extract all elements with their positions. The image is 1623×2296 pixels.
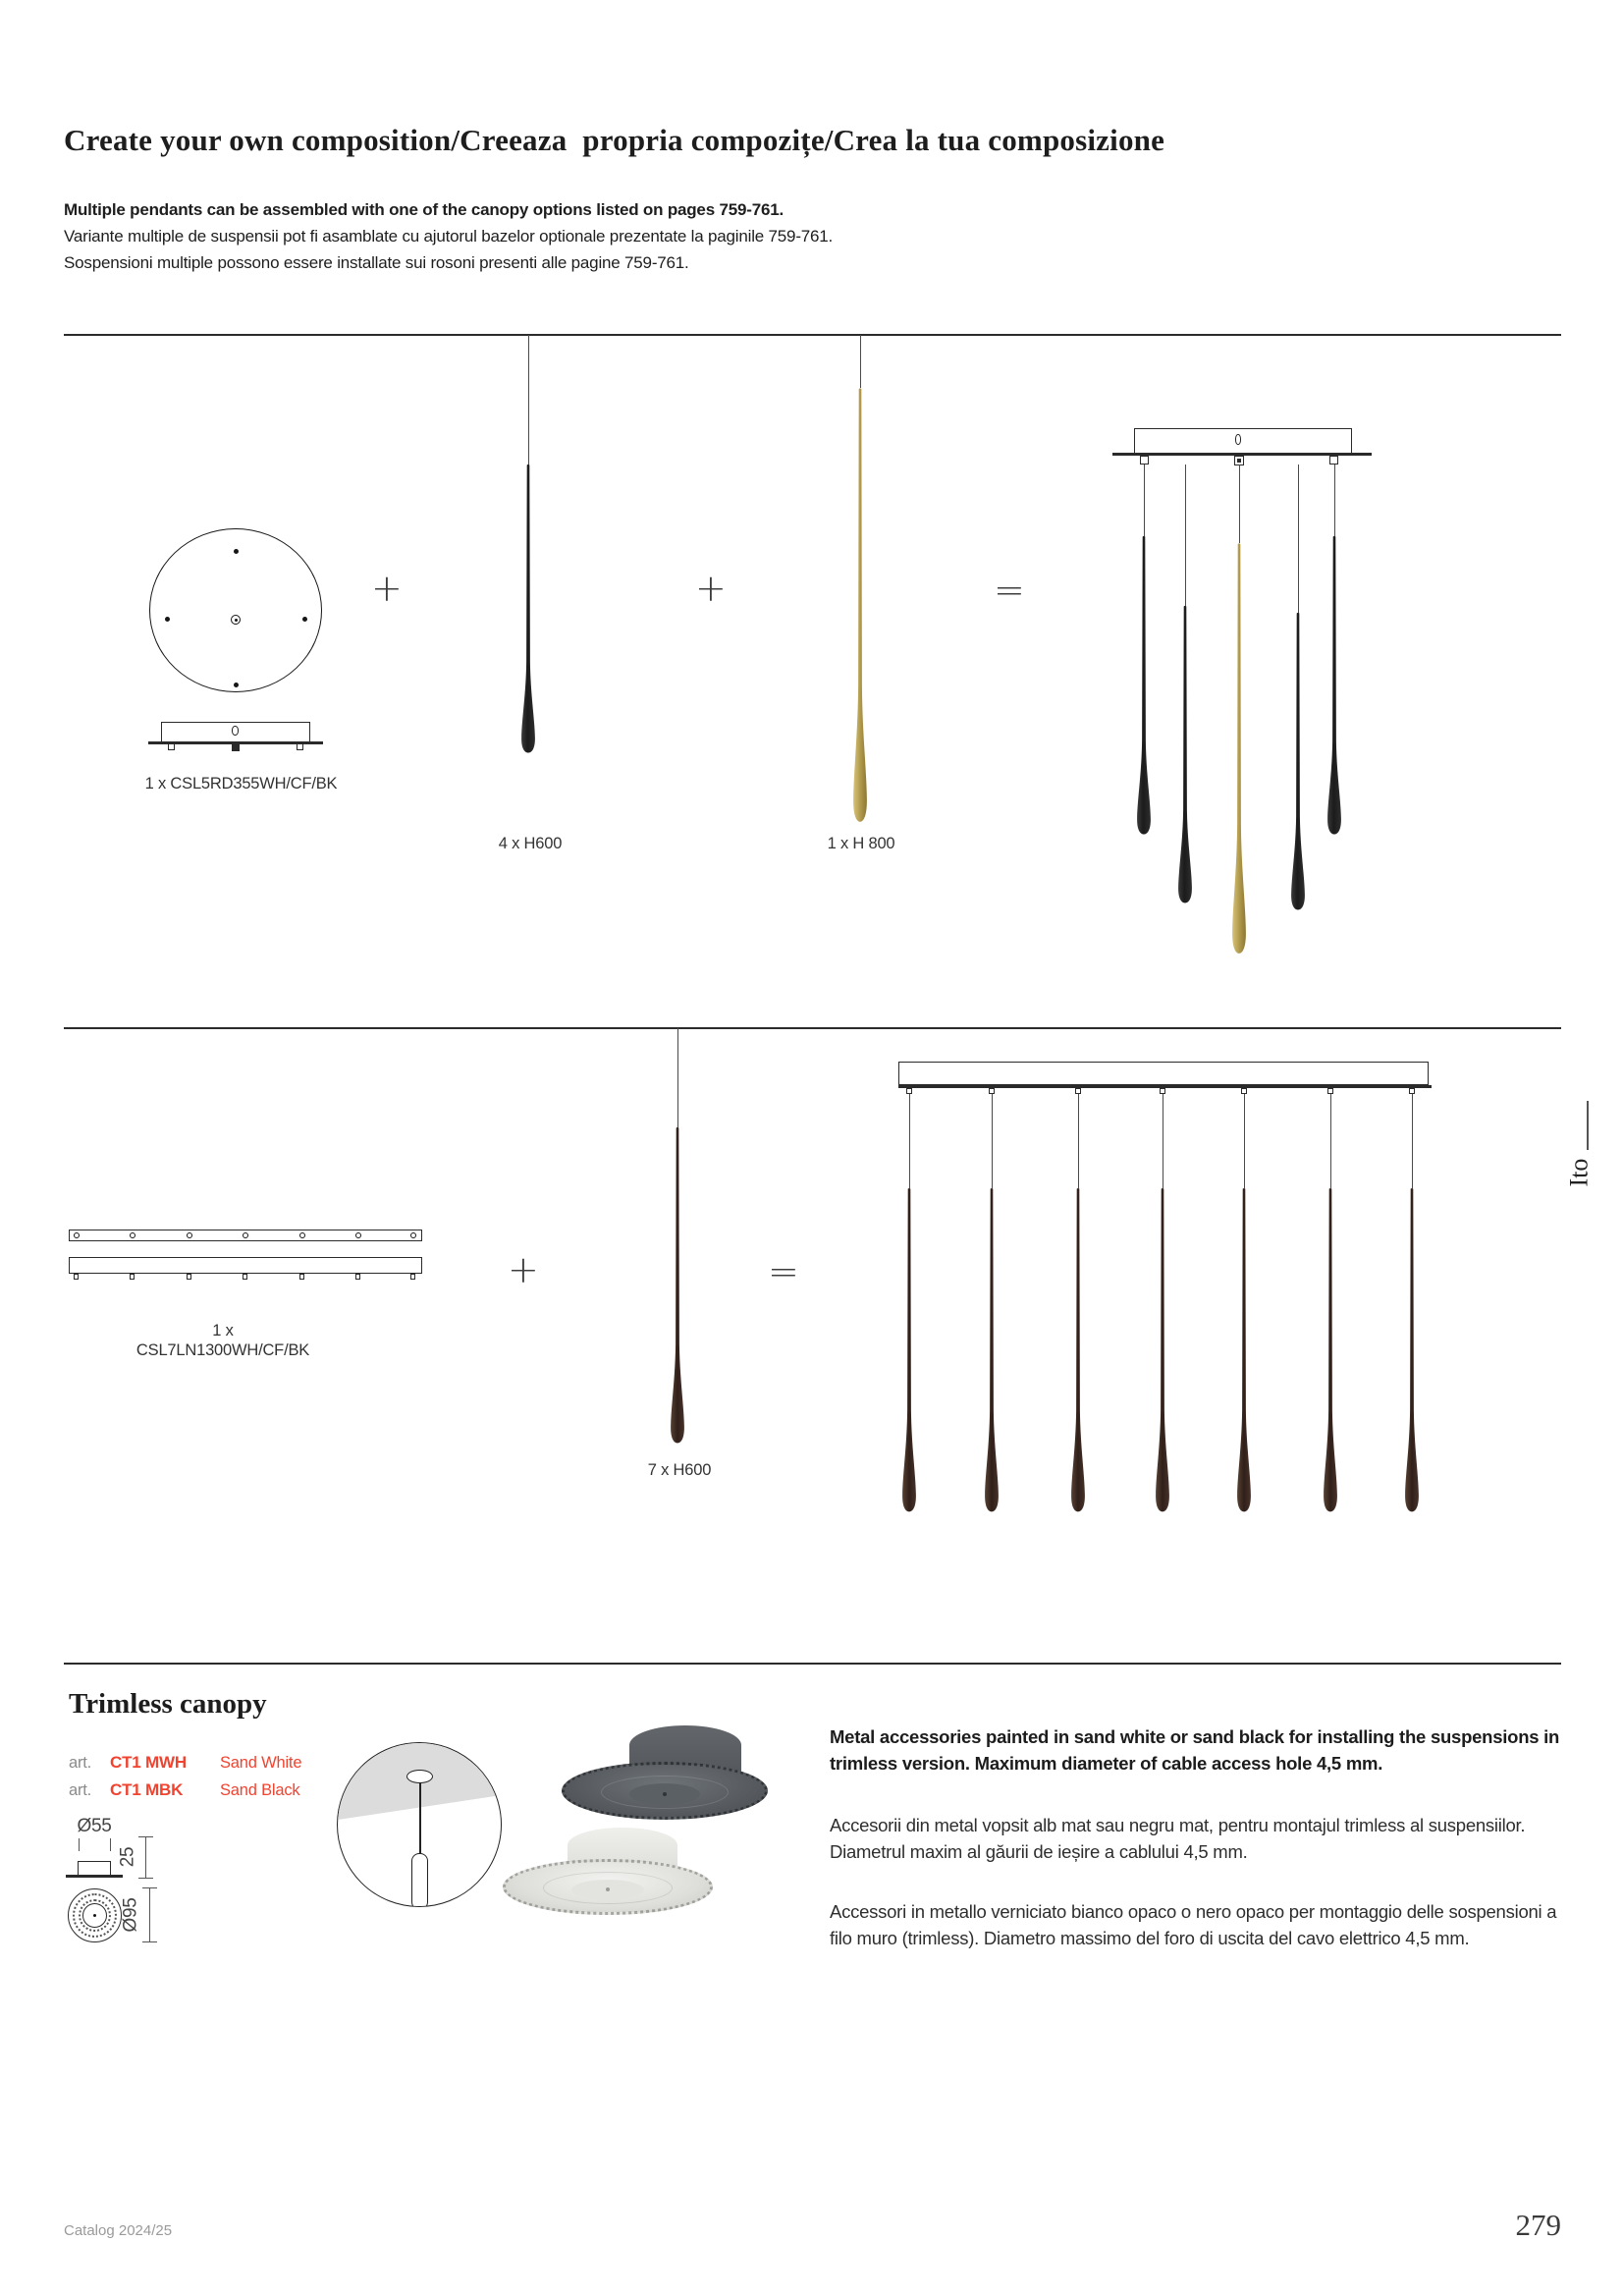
pendant-cable — [677, 1028, 678, 1127]
mounting-ring — [410, 1232, 416, 1238]
composition-pendant-black — [1177, 605, 1193, 904]
pendant-cable — [1334, 465, 1335, 536]
composition-pendant-brown — [1236, 1187, 1252, 1513]
dim-tick — [142, 1941, 157, 1942]
pendant-cable — [1298, 465, 1299, 613]
canopy-foot — [130, 1274, 135, 1280]
equals-icon: = — [994, 569, 1025, 612]
pendant-cable — [1330, 1094, 1331, 1188]
pendant-label: 1 x H 800 — [827, 835, 895, 852]
photo-hub-hole — [663, 1792, 667, 1796]
ceiling-cable-hole — [406, 1770, 433, 1783]
canopy-flange-line — [66, 1875, 123, 1878]
plus-icon: + — [508, 1248, 539, 1291]
pendant-body-gold — [852, 387, 868, 824]
pendant-cable — [1239, 465, 1240, 543]
intro-line-en: Multiple pendants can be assembled with one of the canopy options listed on pages 759-761. — [64, 200, 784, 219]
pendant-cable — [1078, 1094, 1079, 1188]
pendant-cable — [1244, 1094, 1245, 1188]
canopy-label: 1 x CSL5RD355WH/CF/BK — [144, 775, 338, 793]
article-code: CT1 MBK — [110, 1780, 184, 1799]
intro-line-it: Sospensioni multiple possono essere installate sui rosoni presenti alle pagine 759-761. — [64, 253, 689, 272]
pendant-cable — [1144, 465, 1145, 536]
canopy-foot — [168, 743, 175, 750]
pendant-label: 7 x H600 — [647, 1461, 712, 1479]
canopy-foot — [243, 1274, 247, 1280]
center-dot — [235, 619, 238, 622]
pendant-cable — [1185, 465, 1186, 606]
composition-pendant-brown — [1323, 1187, 1338, 1513]
composition-pendant-black — [1290, 612, 1306, 911]
plus-icon: + — [695, 567, 727, 610]
detail-cable — [419, 1782, 421, 1855]
mounting-ring — [299, 1232, 305, 1238]
pendant-body-black — [520, 464, 536, 754]
composition-pendant-black — [1136, 535, 1152, 836]
plus-icon: + — [371, 567, 403, 610]
dim-top-diameter-label: Ø55 — [77, 1816, 112, 1836]
canopy-box — [1134, 428, 1352, 454]
dim-base-diameter-label: Ø95 — [120, 1897, 141, 1933]
footer-catalog-label: Catalog 2024/25 — [64, 2222, 173, 2239]
trimless-description-ro: Accesorii din metal vopsit alb mat sau negru mat, pentru montajul trimless al suspensiilor. Diametrul maxim al găurii de ieșire a cablului 4,5 mm. — [830, 1815, 1526, 1862]
connector — [1329, 456, 1338, 465]
composition-pendant-brown — [901, 1187, 917, 1513]
article-code: CT1 MWH — [110, 1753, 187, 1772]
mounting-ring — [130, 1232, 135, 1238]
trimless-description-en: Metal accessories painted in sand white or sand black for installing the suspensions in trimless version. Maximum diameter of cable access hole 4,5 mm. — [830, 1726, 1560, 1774]
connector-core — [1237, 459, 1241, 463]
mounting-ring — [74, 1232, 80, 1238]
pendant-body-brown — [670, 1126, 685, 1445]
connector — [1140, 456, 1149, 465]
article-row — [69, 1754, 301, 1772]
cable-hole-mark — [232, 726, 239, 736]
installation-detail-circle — [337, 1742, 502, 1907]
pendant-cable — [909, 1094, 910, 1188]
canopy-foot — [187, 1274, 191, 1280]
composition-pendant-brown — [984, 1187, 1000, 1513]
canopy-box — [898, 1062, 1429, 1085]
canopy-foot — [299, 1274, 304, 1280]
trimless-title: Trimless canopy — [69, 1688, 267, 1720]
intro-line-ro: Variante multiple de suspensii pot fi asamblate cu ajutorul bazelor optionale prezentate la paginile 759-761. — [64, 227, 834, 246]
side-product-label: Ito — [1563, 1158, 1593, 1187]
composition-pendant-brown — [1070, 1187, 1086, 1513]
divider-top — [64, 334, 1561, 336]
mounting-dot — [234, 549, 239, 554]
side-label-line — [1587, 1101, 1589, 1150]
mounting-dot — [165, 617, 170, 622]
pendant-top-capsule — [411, 1853, 428, 1907]
divider-middle — [64, 1027, 1561, 1029]
article-row — [69, 1781, 299, 1799]
mounting-dot — [234, 683, 239, 687]
dim-height-label: 25 — [116, 1846, 137, 1868]
article-finish: Sand White — [220, 1754, 302, 1772]
pendant-cable — [860, 335, 861, 388]
pendant-cable — [1412, 1094, 1413, 1188]
composition-pendant-brown — [1155, 1187, 1170, 1513]
pendant-cable — [992, 1094, 993, 1188]
canopy-foot — [355, 1274, 360, 1280]
mounting-ring — [355, 1232, 361, 1238]
linear-canopy-side-view — [69, 1257, 422, 1274]
composition-pendant-brown — [1404, 1187, 1420, 1513]
pendant-cable — [528, 335, 529, 465]
dim-line — [145, 1836, 146, 1879]
canopy-label: 1 x CSL7LN1300WH/CF/BK — [135, 1322, 310, 1359]
mounting-dot — [302, 617, 307, 622]
dim-extension-line — [79, 1838, 80, 1851]
mounting-ring — [187, 1232, 192, 1238]
article-finish: Sand Black — [220, 1781, 300, 1799]
canopy-base-line — [898, 1085, 1432, 1088]
photo-hub-hole — [606, 1887, 610, 1891]
article-prefix: art. — [69, 1781, 92, 1799]
pendant-label: 4 x H600 — [498, 835, 563, 852]
intro-text — [64, 196, 833, 276]
cable-hole-mark — [1235, 434, 1241, 445]
divider-bottom — [64, 1663, 1561, 1665]
equals-icon: = — [768, 1250, 799, 1293]
trimless-description-it: Accessori in metallo verniciato bianco opaco o nero opaco per montaggio delle sospensioni a filo muro (trimless). Diametro massimo del foro di uscita del cavo elettrico 4,5 mm. — [830, 1901, 1557, 1948]
canopy-cup-side-view — [78, 1861, 111, 1876]
composition-pendant-black — [1326, 535, 1342, 836]
article-prefix: art. — [69, 1754, 92, 1772]
canopy-foot — [232, 743, 240, 751]
canopy-foot — [297, 743, 303, 750]
canopy-foot — [74, 1274, 79, 1280]
composition-pendant-gold — [1231, 542, 1247, 956]
center-dot — [93, 1914, 96, 1917]
mounting-ring — [243, 1232, 248, 1238]
canopy-foot — [410, 1274, 415, 1280]
page-title: Create your own composition/Creeaza propria compozițe/Crea la tua composizione — [64, 123, 1165, 157]
dim-tick — [138, 1878, 153, 1879]
page-number: 279 — [1515, 2208, 1561, 2242]
